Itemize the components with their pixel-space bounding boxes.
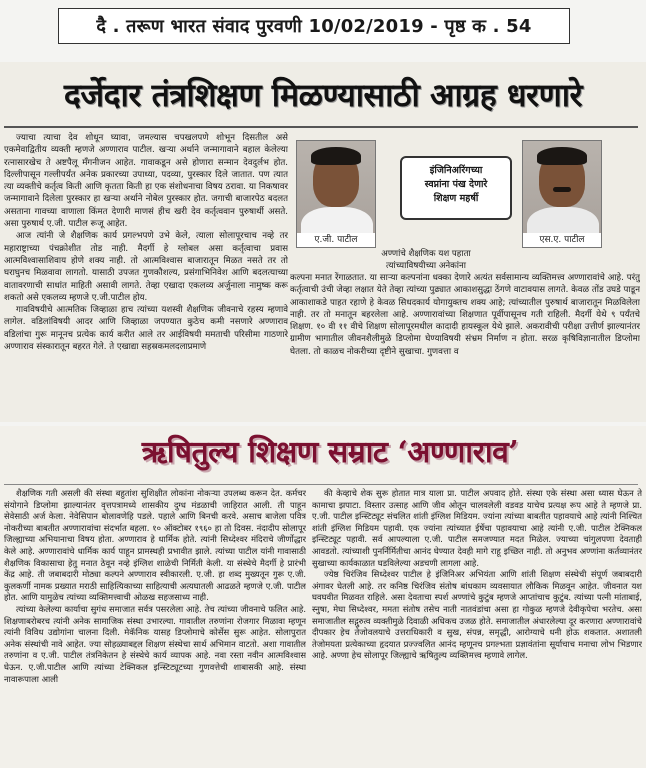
paragraph: त्यांच्या केलेल्या कार्याचा सुगंध समाजात सर्वत्र पसरलेला आहे. तेच त्यांच्या जीवनाचे फलित आहे. शिक्षणाबरोबरच त्यांनी अनेक सामाजिक संस्था उभारल्या. गावातील तरुणांना रोजगार मिळावा म्हणून त्यांनी विविध उद्योगांना चालना दिली. मेकॅनिक यासह डिप्लोमाचे कोर्सेस सुरू आहेत. सोलापुरात अनेक संस्थांची नावे आहेत. ज्या सोहळ्याबद्दल शिक्षण संस्थेचा सार्थ अभिमान वाटतो. अशा गावातील तरुणांना व ए.जी. पाटील तंत्रनिकेतन हे संस्थेचे कार्य व्यापक आहे. नवा रस्ता नवीन आत्मविश्वास घेऊन. ए.जी.पाटील आणि त्यांच्या टेक्निकल इन्स्टिट्यूटच्या गुणवत्तेची शाबासकी आहे. संस्था नावारूपाला आली	[4, 603, 306, 684]
photo-caption: ए.जी. पाटील	[297, 233, 375, 247]
newspaper-source-header: दै . तरूण भारत संवाद पुरवणी 10/02/2019 - पृष्ठ क . 54	[58, 8, 570, 44]
headline-divider	[4, 484, 638, 485]
paragraph: ज्याचा त्याचा देव शोधून घ्यावा, जमल्यास चपखलपणे शोभून दिसतील असे एकमेवाद्वितीय व्यक्ती म्हणजे अण्णाराव पाटील. खऱ्या अर्थाने जन्मागावाने बहाल केलेल्या रत्नासारखेच ते अष्टपैलू मँगनीजन आहेत. गावाकडून असे होणारा सन्मान देवदुर्लभ होत. दिल्लीपासून गल्लीपर्यंत अनेक प्रकारच्या उपाध्या, पदव्या, पुरस्कार दिले जातात. पण त्यात त्या व्यक्तीचे कर्तृत्व किती आणि कृतता किती हा एक संशोधनाचा विषय ठरावा. या निकषावर जन्मागावाने दिलेला पुरस्कार हा खऱ्या अर्थाने नोबेल पुरस्कार होत. जगाची बाजारपेठ बदलत असताना गावच्या वाणाला किंमत देणारी माणसं हीच खरी देव कर्तृत्ववान पुरुषार्थी असते. असा पुरुषार्थ ए.जी. पाटील रूजू आहेत.	[4, 133, 288, 230]
article-2-left-column	[4, 488, 306, 766]
paragraph: शैक्षणिक गती असली की संस्था बहुतांश सुशिक्षीत लोकांना नोकऱ्या उपलब्ध करून देत. कर्मचर संयोगाने डिप्लोमा झाल्यानंतर वृत्तपत्रामध्ये शासकीय दुग्ध मंडळाची जाहिरात आली. ती पाहून सेवेसाठी अर्ज केला. नेवेसिपान बोलावणेहि पडले. पहाले आणि बिनची करवे. असाच बाजेला पवित्र नोकरीच्या बाबतीत अण्णारावांचा संदर्भात बहला. १० ऑक्टोबर १९६० हा तो दिवस. नंदादीप सोलापूर जिल्ह्याच्या अभियानाचा विषय होता. अण्णाराव हे धार्मिक होते. त्यांनी सिध्देश्वर मंदिराचे जीर्णोद्धार केले आहे. अण्णारावांचे धार्मिक कार्य पाहून प्रामस्थही प्रभावीत झाले. त्यांच्या पाटील यांनी गावासाठी शैक्षणिक विकासाचा हेतु मनात ठेवून नव्हे इंग्लिश शाळेची निर्मिती केली. या संस्थेचे मैदर्गी हे प्रारंभी केंद्र आहे. ती जबाबदारी मोठ्या कल्पने अण्णाराव स्वीकारली. ए.जी. हा शब्द मुख्यतून गुरू ए.जी. कुलकर्णी नामक प्रख्यात मराठी साहित्यिकाच्या साहित्याची अत्यघातली आढळते म्हणजे ए.जी. पाटील होत. आणि यामुळेच त्यांच्या व्यक्तिमत्त्वाची ओळख सहजसाध्य नाही.	[4, 488, 306, 603]
photo-mustache	[553, 187, 571, 192]
article-1-left-column	[4, 132, 288, 412]
badge-line: इंजिनिअरिंगच्या	[429, 165, 483, 176]
photo-caption: एस.ए. पाटील	[523, 233, 601, 247]
portrait-photo-ag-patil	[296, 140, 376, 248]
highlight-badge	[400, 156, 512, 220]
paragraph: गावविषयीचे आत्मतिक जिव्हाळा हाच त्यांच्या यशस्वी शैक्षणिक जीवनाचे रहस्य म्हणावे लागेल. वडिलांविषयी आदर आणि जिव्हाळा जपण्यात कुठेच कमी नसणारे अण्णाराव वडिलांचा गुरू मानूनच प्रत्येक कार्य करीत आले तर आईविषयी ममताची परिसीमा गाठणारे अण्णाराव संस्कारातून बहरत गेले. ते एखाद्या सहस्रकमलदलाप्रमाणे	[4, 305, 288, 353]
photo-hair	[537, 147, 587, 165]
headline-divider	[4, 126, 638, 128]
article-1-headline: दर्जेदार तंत्रशिक्षण मिळण्यासाठी आग्रह धरणारे	[63, 76, 583, 114]
badge-line: शिक्षण महर्षी	[433, 193, 479, 204]
article-2-right-column	[312, 488, 642, 766]
article-1-right-column: कल्पना मनात रेंगाळतात. या साऱ्या कल्पनांना धक्का देणारे अत्यंत सर्वसामान्य व्यक्तिमत्त्व अण्णारावांचे आहे. परंतु कर्तृत्वाची उंची जेव्हा लक्षात येते तेव्हा त्यांच्या पुढ्यात आकाशसुद्धा ठेंगणे वाटावयास लागते. केवळ तोंड उघडे पाडून आकाशाकडे पाहत रहाणे हे केवळ सिधदकार्य योगायुक्तच शक्य आहे; त्यांच्यातील पुरुषार्थ बाजारातून मिळविलेला नाही. तर तो मनातून बहरलेला आहे. अण्णारावांच्या शिक्षणात पूर्वीपासूनच गती राहिली. मैदर्गी येथे ९ पर्यंतचे शिक्षण. १० वी ११ वीचे शिक्षण सोलापूरमधील कादादी हायस्कूल येथे झाले. अकरावीची परीक्षा उत्तीर्ण झाल्यानंतर ग्रामीण भागातील जीवनशैलीमुळे डिप्लोमा घेण्याविषयी संभ्रम निर्माण न होता. सरळ कृषिविज्ञानातील डिप्लोमा घेतला. तो काळच नोकरीच्या दृष्टीने सुखाचा. गुणवत्ता व	[290, 273, 640, 357]
paragraph: की केव्हाचे शेक सुरू होतात मात्र याला प्रा. पाटील अपवाद होते. संस्था एके संस्था असा ध्यास घेऊन ते कामाचा झपाटा. विस्तार उत्साह आणि जीव ओतून चालवलेली वडवड याचेच प्रत्यक्ष रूप आहे ते म्हणजे प्रा. ए.जी. पाटील इन्स्टिट्यूट संचलित शांती इंग्लिश मिडियम. ज्यांना त्यांच्या बाबतीत पहावयाचे आहे त्यांनी निश्चित शांती इंग्लिश मिडियम पहावी. एक ज्यांना त्यांच्यात ईर्षेचा पहावयाचा आहे त्यांनी ए.जी. पाटील टेक्निकल इन्स्टिट्यूट पहावी. सर्व आपल्याला ए.जी. पाटील समजण्यात मदत मिळेल. ज्याच्या चांगुलपणा देवताही आवडतो. त्यांच्याशी पुनर्निर्मितीचा आनंद घेण्यात देवही मागे राहू इच्छित नाही. तो अनुभव अण्णांना कर्तव्यानंतर सुखाच्या कार्यकाळात घडविलेल्या अडचणी लागला आहे.	[312, 488, 642, 568]
paragraph: ज्येष्ठ चिरंजिव सिध्देश्वर पाटील हे इंजिनिअर अभियंता आणि शांती शिक्षण संस्थेची संपूर्ण जबाबदारी अंगावर घेतली आहे. तर कनिष्ठ चिरंजिव संतोष बांधकाम व्यवसायात लौकिक मिळवून आहेत. जीवनात यश घवघवीत मिळवत राहिले. असा देवताचा स्पर्श अण्णांचे कुटुंब म्हणजे आप्तांचाच कुटुंब. त्यांच्या पत्नी मांताबाई, स्नुषा, मेघा सिध्देश्वर, ममता संतोष तसेच नाती नातवंडांचा असा हा गोकुळ म्हणजे देवीकृपेचा भरतेच. असा समाजातील सद्गुरुत्व व्यक्तीमुळे दिवाळी अधिकच उजळ होते. समाजातील अंधारलेल्या दूर करणारा अण्णारावांचे दीपकार हेच तेजोवलयाचे उत्तराधिकारी व सुख, संपन्न, समृद्धी, आरोग्याचे धनी होऊ शकतात. अशातली तेजोमयता प्रत्येकाच्या हृदयात प्रज्ज्वलित आनंद म्हणूनच प्रगल्भता प्रज्ञावंतांना सूर्याचाच मनाचा लोभ भिडणार आहे. अण्णा हेच सोलापूर जिल्ह्याचे ऋषितुल्य व्यक्तिमत्त्व म्हणावे लागेल.	[312, 569, 642, 661]
paragraph: आज त्यांनी जे शैक्षणिक कार्य प्रगल्भपणे उभे केले, त्याला सोलापूरचाच नव्हे तर महाराष्ट्राच्या पंचक्रोशीत तोड नाही. मैदर्गी हे ग्लोबल असा कर्तृत्वाचा प्रवास आत्मविश्वासाशिवाय होणे शक्य नाही. तो आत्मविश्वास बाजारातून मिळत नसते तर तो घराघुनच मिळवावा लागतो. यासाठी उपजत गुणकौशल्य, प्रसंगाभिनिवेश आणि बदलत्याच्या वातावरणाची साधांत माहिती असावी लागते. तेव्हा एखादा एकलव्य अर्जुनाला नामुष्क करू शकतो असे एकलव्य म्हणजे ए.जी.पाटील होय.	[4, 231, 288, 303]
article-1-mid-text: अण्णांचे शैक्षणिक यश पहाता त्यांच्याविषयीच्या अनेकांना	[381, 249, 471, 271]
photo-hair	[311, 147, 361, 165]
article-2-headline: ऋषितुल्य शिक्षण सम्राट ‘अण्णाराव’	[141, 435, 519, 470]
badge-line: स्वप्नांना पंख देणारे	[424, 179, 488, 190]
portrait-photo-sa-patil	[522, 140, 602, 248]
